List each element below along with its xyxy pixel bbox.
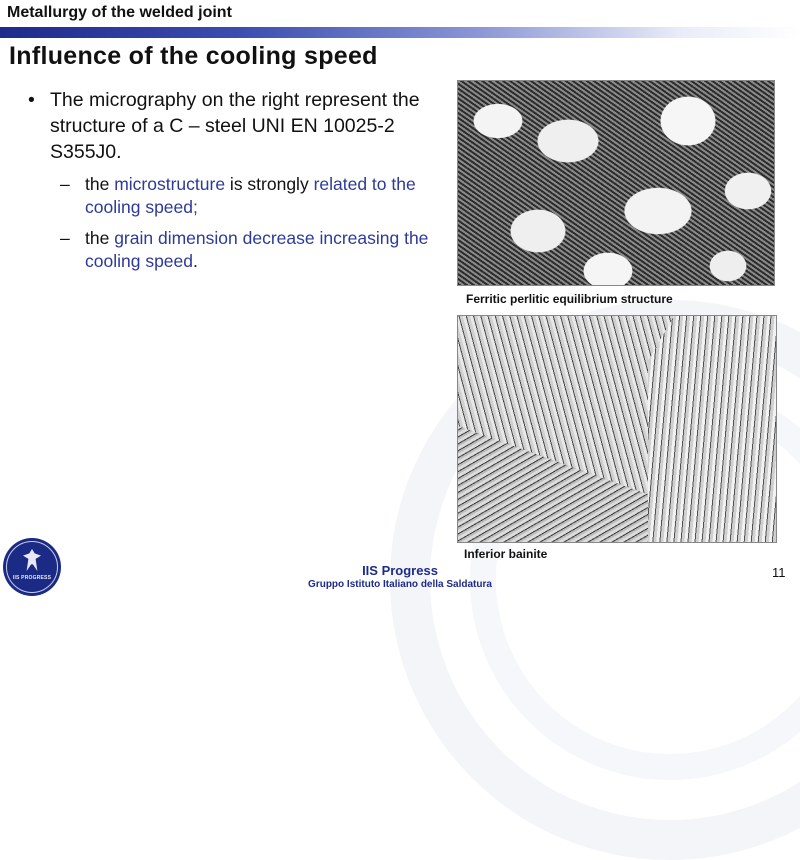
highlighted-text: grain dimension decrease increasing the cooling speed	[85, 228, 429, 271]
logo-text: IIS PROGRESS	[12, 575, 52, 581]
highlighted-text: related to the cooling speed;	[85, 174, 416, 217]
text-run: the	[85, 174, 115, 194]
sub-bullet-item	[22, 173, 442, 219]
slide-title: Influence of the cooling speed	[9, 42, 378, 70]
page-number: 11	[772, 565, 786, 580]
text-run: .	[193, 251, 198, 271]
sub-bullet-text	[85, 228, 428, 271]
highlighted-text: microstructure	[114, 174, 226, 194]
sub-bullet-text	[85, 174, 416, 217]
text-run: the	[85, 228, 115, 248]
micrograph-lath-region	[458, 426, 658, 543]
bullet-item	[22, 87, 442, 165]
footer-organization: IIS Progress	[362, 563, 438, 578]
footer-group: Gruppo Istituto Italiano della Saldatura	[308, 579, 492, 590]
header-title: Metallurgy of the welded joint	[7, 4, 232, 21]
bullet-list	[22, 87, 442, 273]
micrograph-inferior-bainite	[457, 315, 777, 543]
sub-bullet-item	[22, 227, 442, 273]
micrograph-ferritic-perlitic	[457, 80, 775, 286]
micrograph-caption-2: Inferior bainite	[464, 547, 548, 561]
header-gradient-bar	[0, 27, 800, 38]
sub-bullet-dash: –	[60, 228, 70, 248]
bullet-text: The micrography on the right represent the structure of a C – steel UNI EN 10025-2 S355J0.	[50, 89, 420, 163]
micrograph-lath-region	[648, 316, 777, 542]
micrograph-caption-1: Ferritic perlitic equilibrium structure	[466, 292, 673, 306]
sub-bullet-dash: –	[60, 174, 70, 194]
text-run: is strongly	[225, 174, 314, 194]
bullet-dot: •	[28, 89, 35, 111]
